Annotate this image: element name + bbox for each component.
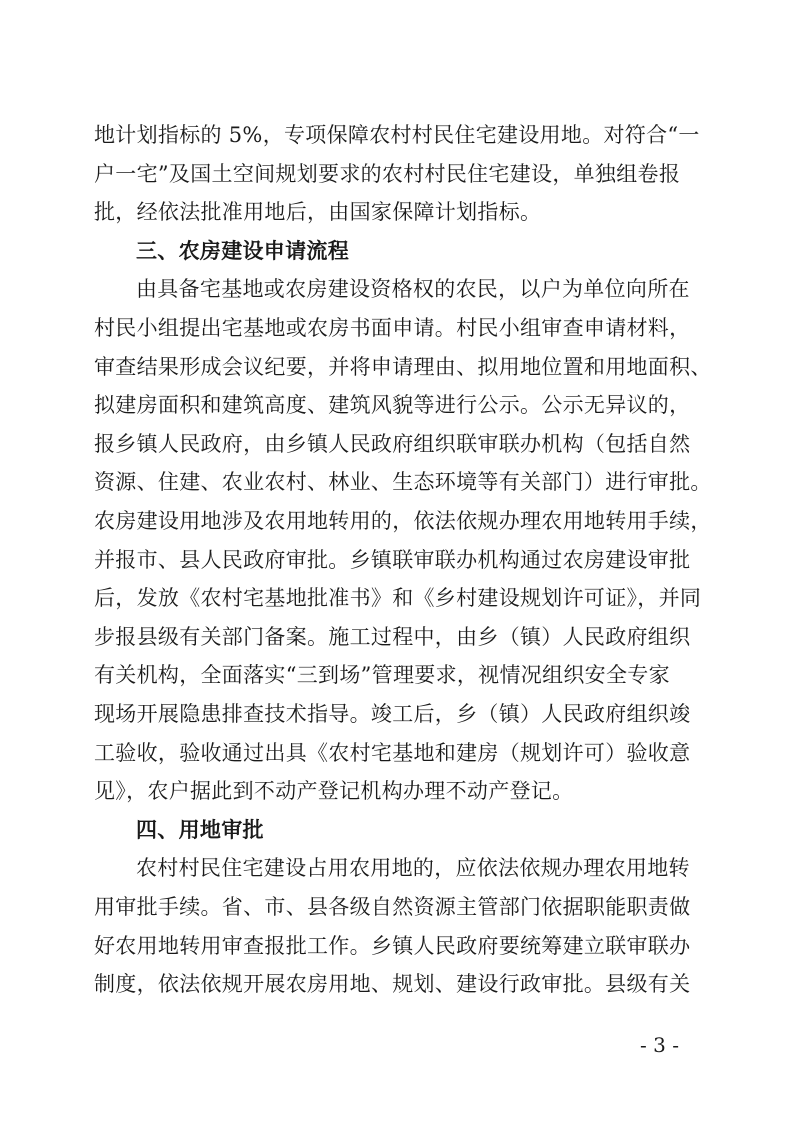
text-line: 后，发放《农村宅基地批准书》和《乡村建设规划许可证》，并同 xyxy=(94,586,702,611)
text-line: 由具备宅基地或农房建设资格权的农民，以户为单位向所在 xyxy=(136,277,690,302)
text-line: 好农用地转用审查报批工作。乡镇人民政府要统筹建立联审联办 xyxy=(94,933,691,958)
text-line: 审查结果形成会议纪要，并将申请理由、拟用地位置和用地面积、 xyxy=(94,354,712,379)
text-line: 见》，农户据此到不动产登记机构办理不动产登记。 xyxy=(94,779,574,804)
text-line: 农村村民住宅建设占用农用地的，应依法依规办理农用地转 xyxy=(136,856,690,881)
text-line: 资源、住建、农业农村、林业、生态环境等有关部门）进行审批。 xyxy=(94,470,712,495)
text-line: 户一宅”及国土空间规划要求的农村村民住宅建设，单独组卷报 xyxy=(94,161,681,186)
text-line: 并报市、县人民政府审批。乡镇联审联办机构通过农房建设审批 xyxy=(94,547,691,572)
text-line: 报乡镇人民政府，由乡镇人民政府组织联审联办机构（包括自然 xyxy=(94,431,691,456)
text-line: 现场开展隐患排查技术指导。竣工后，乡（镇）人民政府组织竣 xyxy=(94,702,691,726)
text-line: 地计划指标的 5%，专项保障农村村民住宅建设用地。对符合“一 xyxy=(94,123,700,147)
text-line: 有关机构，全面落实“三到场”管理要求，视情况组织安全专家 xyxy=(94,663,670,688)
text-line: 用审批手续。省、市、县各级自然资源主管部门依据职能职责做 xyxy=(94,895,691,919)
text-line: 工验收，验收通过出具《农村宅基地和建房（规划许可）验收意 xyxy=(94,740,691,765)
text-line: 制度，依法依规开展农房用地、规划、建设行政审批。县级有关 xyxy=(94,972,691,997)
text-line: 步报县级有关部门备案。施工过程中，由乡（镇）人民政府组织 xyxy=(94,624,691,649)
text-line: 批，经依法批准用地后，由国家保障计划指标。 xyxy=(94,200,542,225)
page-number: - 3 - xyxy=(640,1033,679,1057)
text-line: 农房建设用地涉及农用地转用的，依法依规办理农用地转用手续， xyxy=(94,509,712,533)
text-line: 村民小组提出宅基地或农房书面申请。村民小组审查申请材料， xyxy=(94,316,691,340)
section-heading-4: 四、用地审批 xyxy=(136,817,264,842)
text-line: 拟建房面积和建筑高度、建筑风貌等进行公示。公示无异议的， xyxy=(94,393,691,418)
section-heading-3: 三、农房建设申请流程 xyxy=(136,238,349,263)
